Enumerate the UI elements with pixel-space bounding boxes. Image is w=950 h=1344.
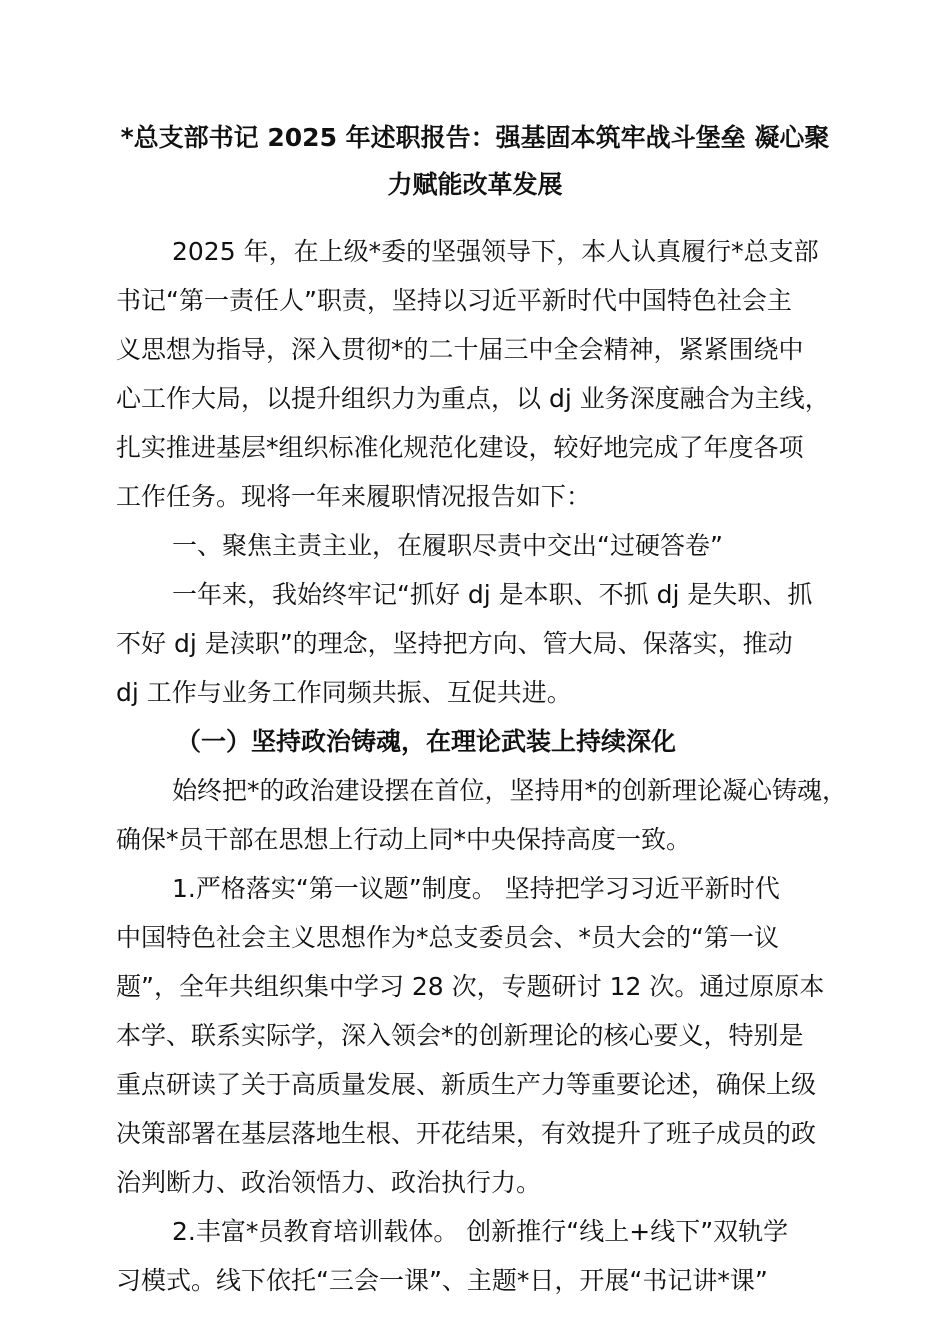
paragraph-line: 扎实推进基层*组织标准化规范化建设，较好地完成了年度各项 — [116, 433, 804, 462]
subsection-heading-line: （一）坚持政治铸魂，在理论武装上持续深化 — [176, 727, 677, 756]
paragraph-line: 题”，全年共组织集中学习 28 次，专题研讨 12 次。通过原原本 — [116, 972, 825, 1001]
document-title-line-2: 力赋能改革发展 — [387, 170, 563, 199]
paragraph-line: 1.严格落实“第一议题”制度。 坚持把学习习近平新时代 — [172, 874, 780, 903]
paragraph-line: 不好 dj 是渎职”的理念，坚持把方向、管大局、保落实，推动 — [116, 629, 793, 658]
paragraph-line: 确保*员干部在思想上行动上同*中央保持高度一致。 — [116, 825, 692, 854]
paragraph-line: 书记“第一责任人”职责，坚持以习近平新时代中国特色社会主 — [116, 286, 792, 315]
paragraph-line: 心工作大局，以提升组织力为重点，以 dj 业务深度融合为主线， — [116, 384, 830, 413]
paragraph-line: dj 工作与业务工作同频共振、互促共进。 — [116, 678, 572, 707]
paragraph-line: 2025 年，在上级*委的坚强领导下，本人认真履行*总支部 — [172, 237, 819, 266]
paragraph-line: 工作任务。现将一年来履职情况报告如下： — [116, 482, 592, 511]
paragraph-line: 习模式。线下依托“三会一课”、主题*日，开展“书记讲*课” — [116, 1266, 768, 1295]
paragraph-line: 2.丰富*员教育培训载体。 创新推行“线上+线下”双轨学 — [172, 1217, 789, 1246]
paragraph-line: 一年来，我始终牢记“抓好 dj 是本职、不抓 dj 是失职、抓 — [172, 580, 813, 609]
paragraph-line: 中国特色社会主义思想作为*总支委员会、*员大会的“第一议 — [116, 923, 779, 952]
paragraph-line: 治判断力、政治领悟力、政治执行力。 — [116, 1168, 542, 1197]
paragraph-line: 重点研读了关于高质量发展、新质生产力等重要论述，确保上级 — [116, 1070, 817, 1099]
paragraph-line: 始终把*的政治建设摆在首位，坚持用*的创新理论凝心铸魂， — [172, 776, 848, 805]
paragraph-line: 本学、联系实际学，深入领会*的创新理论的核心要义，特别是 — [116, 1021, 804, 1050]
paragraph-line: 决策部署在基层落地生根、开花结果，有效提升了班子成员的政 — [116, 1119, 817, 1148]
section-heading-line: 一、聚焦主责主业，在履职尽责中交出“过硬答卷” — [172, 531, 723, 560]
document-title-line-1: *总支部书记 2025 年述职报告：强基固本筑牢战斗堡垒 凝心聚 — [120, 123, 830, 152]
paragraph-line: 义思想为指导，深入贯彻*的二十届三中全会精神，紧紧围绕中 — [116, 335, 804, 364]
